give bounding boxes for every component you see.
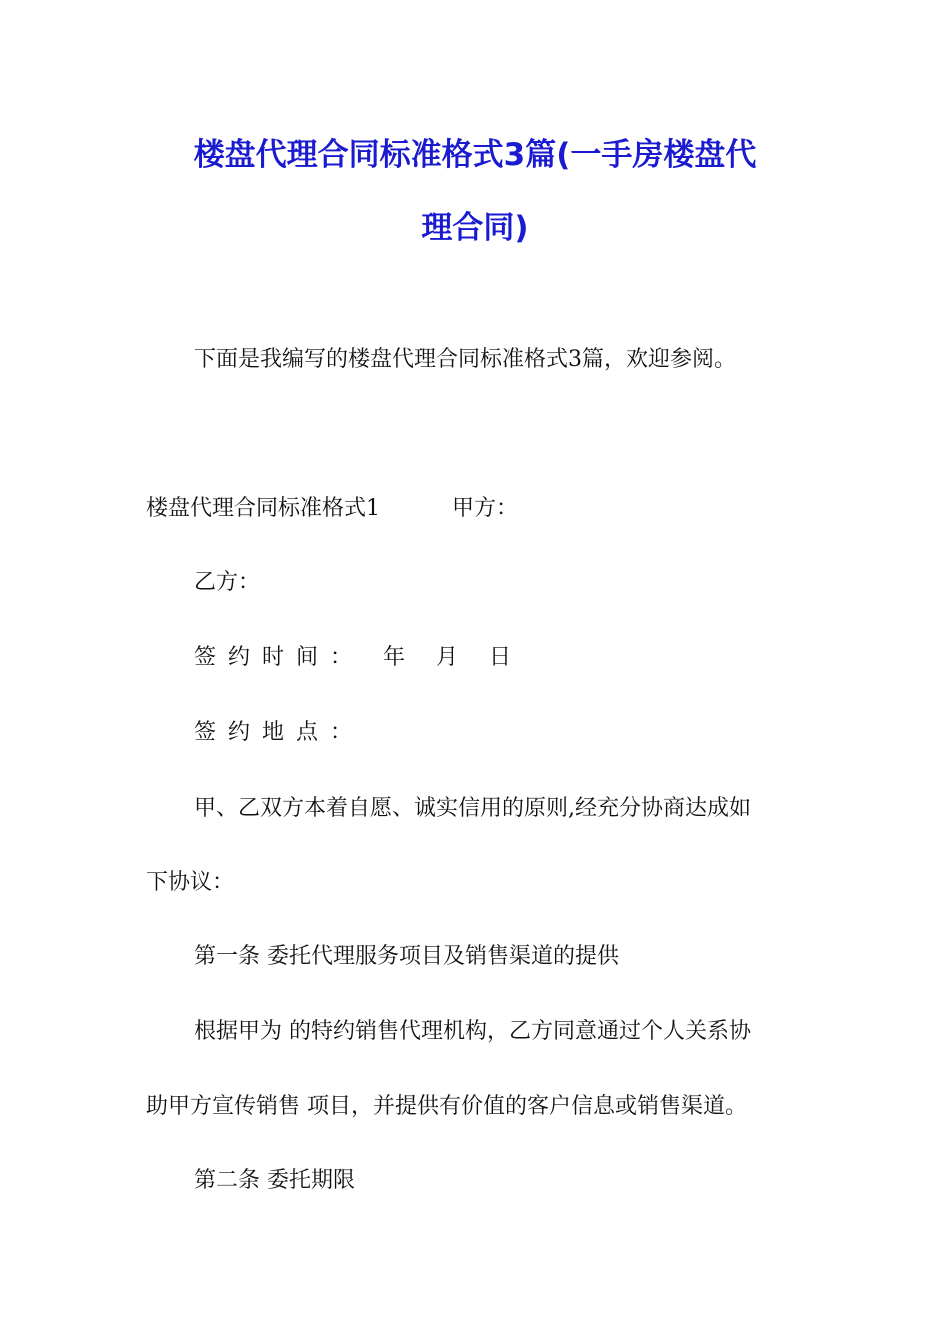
article-1-title: 第一条 委托代理服务项目及销售渠道的提供 xyxy=(194,944,619,969)
preamble-line-1: 甲、乙双方本着自愿、诚实信用的原则,经充分协商达成如 xyxy=(194,796,751,821)
section-heading: 楼盘代理合同标准格式1 xyxy=(146,496,380,521)
sign-time-line: 签约时间： 年 月 日 xyxy=(194,645,523,670)
party-b-label: 乙方： xyxy=(194,570,261,595)
intro-paragraph: 下面是我编写的楼盘代理合同标准格式3篇，欢迎参阅。 xyxy=(194,347,736,372)
article-2-title: 第二条 委托期限 xyxy=(194,1168,355,1193)
article-1-line-2: 助甲方宣传销售 项目，并提供有价值的客户信息或销售渠道。 xyxy=(146,1094,747,1119)
article-1-line-1: 根据甲为 的特约销售代理机构，乙方同意通过个人关系协 xyxy=(194,1019,751,1044)
document-title-line-1: 楼盘代理合同标准格式3篇(一手房楼盘代 xyxy=(193,137,757,173)
preamble-line-2: 下协议： xyxy=(146,870,235,895)
sign-place-line: 签约地点： xyxy=(194,720,365,745)
document-title-line-2: 理合同) xyxy=(421,210,529,246)
party-a-label: 甲方： xyxy=(452,496,519,521)
